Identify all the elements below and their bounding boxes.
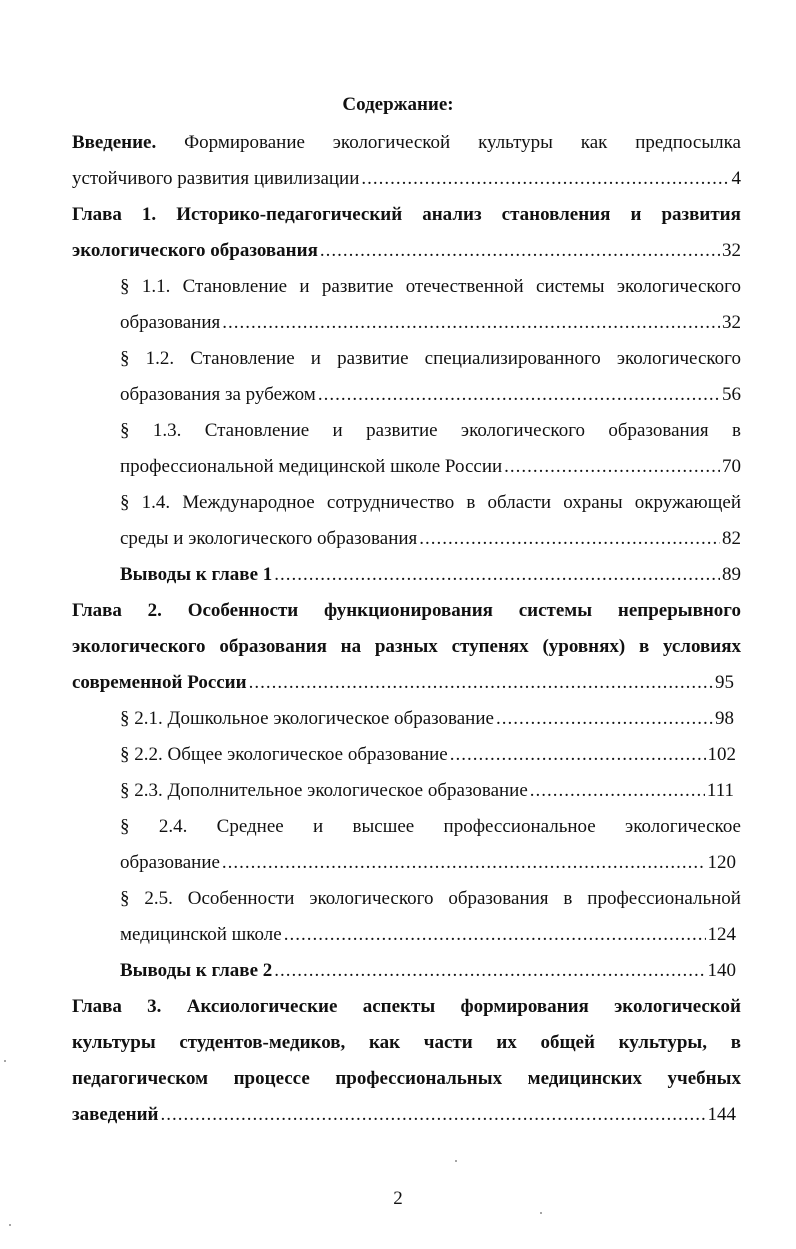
- toc-entry-section-2-2[interactable]: [120, 742, 736, 768]
- toc-entry-text: среды и экологического образования: [120, 528, 418, 549]
- toc-page-number: 124: [707, 924, 736, 945]
- toc-page-number: 32: [722, 240, 741, 261]
- toc-entry-section-1-3-line1: [120, 418, 741, 444]
- toc-entry-chapter-1-line2[interactable]: [72, 238, 741, 264]
- toc-entry-text: медицинской школе: [120, 924, 282, 945]
- word: экологического: [309, 888, 434, 909]
- toc-entry-text: заведений: [72, 1104, 159, 1125]
- word: формирования: [460, 996, 589, 1017]
- word: непрерывного: [617, 600, 741, 621]
- toc-entry-chapter-3-line1: [72, 994, 741, 1020]
- word: экологической: [614, 996, 741, 1017]
- leader-dots: [222, 850, 706, 876]
- word: 2.4.: [158, 816, 188, 837]
- word: §: [120, 276, 130, 297]
- word: развитие: [321, 276, 394, 297]
- toc-entry-text: современной России: [72, 672, 247, 693]
- word: в: [466, 492, 476, 513]
- toc-entry-section-1-4-line1: [120, 490, 741, 516]
- word: экологического: [616, 348, 741, 369]
- toc-entry-section-2-5-line1: [120, 886, 741, 912]
- toc-entry-section-1-4-line2[interactable]: [120, 526, 741, 552]
- word: Становление: [182, 276, 288, 297]
- word: Становление: [204, 420, 310, 441]
- toc-entry-section-2-4-line1: [120, 814, 741, 840]
- toc-page-number: 98: [715, 708, 734, 729]
- word: §: [120, 348, 130, 369]
- leader-dots: [249, 670, 713, 696]
- toc-entry-text: экологического образования: [72, 240, 318, 261]
- word: 1.: [141, 204, 157, 225]
- toc-entry-text: § 2.1. Дошкольное экологическое образование: [120, 708, 494, 729]
- toc-entry-section-2-3[interactable]: [120, 778, 734, 804]
- word: как: [580, 132, 608, 153]
- word: и: [313, 816, 324, 837]
- toc-page-number: 56: [722, 384, 741, 405]
- word: Формирование: [184, 132, 305, 153]
- leader-dots: [222, 310, 720, 336]
- word: на: [340, 636, 362, 657]
- word: медицинских: [527, 1068, 642, 1089]
- toc-entry-section-2-5-line2[interactable]: [120, 922, 736, 948]
- scan-speck: [4, 1060, 6, 1062]
- word: охраны: [563, 492, 623, 513]
- word: общей: [540, 1032, 595, 1053]
- toc-entry-chapter-3-line3: [72, 1066, 741, 1092]
- page-title: Содержание:: [342, 94, 454, 115]
- toc-entry-text: профессиональной медицинской школе России: [120, 456, 503, 477]
- word: образования: [608, 420, 709, 441]
- word: и: [332, 420, 343, 441]
- word: Историко-педагогический: [176, 204, 403, 225]
- word: системы: [518, 600, 593, 621]
- word: Особенности: [187, 888, 295, 909]
- word: профессиональной: [587, 888, 741, 909]
- toc-entry-text: § 2.3. Дополнительное экологическое образование: [120, 780, 528, 801]
- toc-entry-text: образования за рубежом: [120, 384, 316, 405]
- word: процессе: [233, 1068, 310, 1089]
- word: §: [120, 888, 130, 909]
- word: развития: [661, 204, 741, 225]
- leader-dots: [274, 958, 705, 984]
- toc-page-number: 144: [707, 1104, 736, 1125]
- word: Глава: [72, 204, 122, 225]
- word: разных: [374, 636, 438, 657]
- word: 3.: [147, 996, 162, 1017]
- leader-dots: [320, 238, 720, 264]
- word: ступенях: [451, 636, 529, 657]
- word: студентов-медиков,: [179, 1032, 346, 1053]
- word: отечественной: [405, 276, 524, 297]
- leader-dots: [450, 742, 706, 768]
- leader-dots: [274, 562, 720, 588]
- word: части: [423, 1032, 473, 1053]
- toc-entry-intro-line2[interactable]: [72, 166, 741, 192]
- word: развитие: [337, 348, 409, 369]
- toc-page-number: 140: [707, 960, 736, 981]
- word: (уровнях): [542, 636, 626, 657]
- word: 1.4.: [141, 492, 171, 513]
- word: предпосылка: [635, 132, 741, 153]
- leader-dots: [318, 382, 720, 408]
- toc-page-number: 111: [706, 780, 734, 801]
- toc-entry-text: Выводы к главе 1: [120, 564, 273, 585]
- word: экологического: [72, 636, 206, 657]
- word: аспекты: [362, 996, 436, 1017]
- word: Введение.: [72, 132, 157, 153]
- word: Среднее: [216, 816, 284, 837]
- word: образования: [448, 888, 549, 909]
- word: в: [638, 636, 650, 657]
- word: сотрудничество: [326, 492, 455, 513]
- word: развитие: [366, 420, 438, 441]
- toc-page-number: 95: [715, 672, 734, 693]
- toc-entry-text: образование: [120, 852, 220, 873]
- toc-entry-text: образования: [120, 312, 221, 333]
- leader-dots: [284, 922, 706, 948]
- word: §: [120, 816, 130, 837]
- toc-page-number: 120: [707, 852, 736, 873]
- word: и: [299, 276, 310, 297]
- toc-entry-text: устойчивого развития цивилизации: [72, 168, 360, 189]
- word: высшее: [352, 816, 415, 837]
- word: анализ: [422, 204, 482, 225]
- word: становления: [501, 204, 611, 225]
- word: профессиональных: [335, 1068, 503, 1089]
- word: §: [120, 420, 130, 441]
- toc-entry-intro-line1: [72, 130, 741, 156]
- toc-entry-conclusions-2[interactable]: [120, 958, 736, 984]
- toc-entry-chapter-3-line2: [72, 1030, 741, 1056]
- word: экологическое: [625, 816, 741, 837]
- toc-entry-chapter-2-line2: [72, 634, 741, 660]
- word: Глава: [72, 600, 122, 621]
- word: условиях: [662, 636, 741, 657]
- toc-page-number: 32: [722, 312, 741, 333]
- page-number: 2: [393, 1188, 403, 1209]
- word: экологической: [332, 132, 451, 153]
- word: 2.: [147, 600, 162, 621]
- toc-entry-section-1-2-line1: [120, 346, 741, 372]
- word: культуры: [478, 132, 553, 153]
- word: в: [563, 888, 573, 909]
- leader-dots: [419, 526, 720, 552]
- leader-dots: [160, 1102, 705, 1128]
- word: и: [630, 204, 642, 225]
- leader-dots: [530, 778, 705, 804]
- word: педагогическом: [72, 1068, 209, 1089]
- toc-entry-chapter-3-line4[interactable]: [72, 1102, 736, 1128]
- toc-entry-section-1-1-line1: [120, 274, 741, 300]
- toc-page-number: 82: [722, 528, 741, 549]
- word: 1.2.: [145, 348, 175, 369]
- word: системы: [536, 276, 605, 297]
- toc-page-number: 102: [707, 744, 736, 765]
- leader-dots: [504, 454, 720, 480]
- word: §: [120, 492, 130, 513]
- word: учебных: [667, 1068, 741, 1089]
- word: как: [368, 1032, 401, 1053]
- toc-entry-section-2-4-line2[interactable]: [120, 850, 736, 876]
- word: окружающей: [634, 492, 741, 513]
- word: области: [487, 492, 552, 513]
- toc-entry-section-1-1-line2[interactable]: [120, 310, 741, 336]
- leader-dots: [361, 166, 729, 192]
- word: функционирования: [324, 600, 493, 621]
- word: Аксиологические: [186, 996, 338, 1017]
- toc-entry-section-1-3-line2[interactable]: [120, 454, 741, 480]
- word: в: [730, 1032, 741, 1053]
- toc-entry-section-2-1[interactable]: [120, 706, 734, 732]
- toc-page-number: 70: [722, 456, 741, 477]
- word: экологического: [616, 276, 741, 297]
- leader-dots: [496, 706, 713, 732]
- word: Глава: [72, 996, 122, 1017]
- word: Особенности: [187, 600, 299, 621]
- toc-entry-text: § 2.2. Общее экологическое образование: [120, 744, 448, 765]
- word: образования: [219, 636, 327, 657]
- word: Международное: [182, 492, 315, 513]
- word: культуры,: [618, 1032, 708, 1053]
- toc-entry-section-1-2-line2[interactable]: [120, 382, 741, 408]
- toc-entry-chapter-2-line1: [72, 598, 741, 624]
- toc-entry-chapter-2-line3[interactable]: [72, 670, 734, 696]
- word: специализированного: [424, 348, 601, 369]
- toc-entry-chapter-1-line1: [72, 202, 741, 228]
- toc-entry-conclusions-1[interactable]: [120, 562, 741, 588]
- word: культуры: [72, 1032, 156, 1053]
- word: 2.5.: [144, 888, 173, 909]
- scan-speck: [9, 1224, 11, 1226]
- scan-speck: [455, 1160, 457, 1162]
- word: Становление: [190, 348, 295, 369]
- word: 1.3.: [152, 420, 182, 441]
- word: в: [731, 420, 741, 441]
- word: и: [310, 348, 321, 369]
- scan-speck: [540, 1212, 542, 1214]
- toc-page-number: 4: [731, 168, 741, 189]
- word: экологического: [460, 420, 586, 441]
- toc-entry-text: Выводы к главе 2: [120, 960, 273, 981]
- word: 1.1.: [141, 276, 171, 297]
- word: их: [496, 1032, 517, 1053]
- word: профессиональное: [443, 816, 596, 837]
- toc-page-number: 89: [722, 564, 741, 585]
